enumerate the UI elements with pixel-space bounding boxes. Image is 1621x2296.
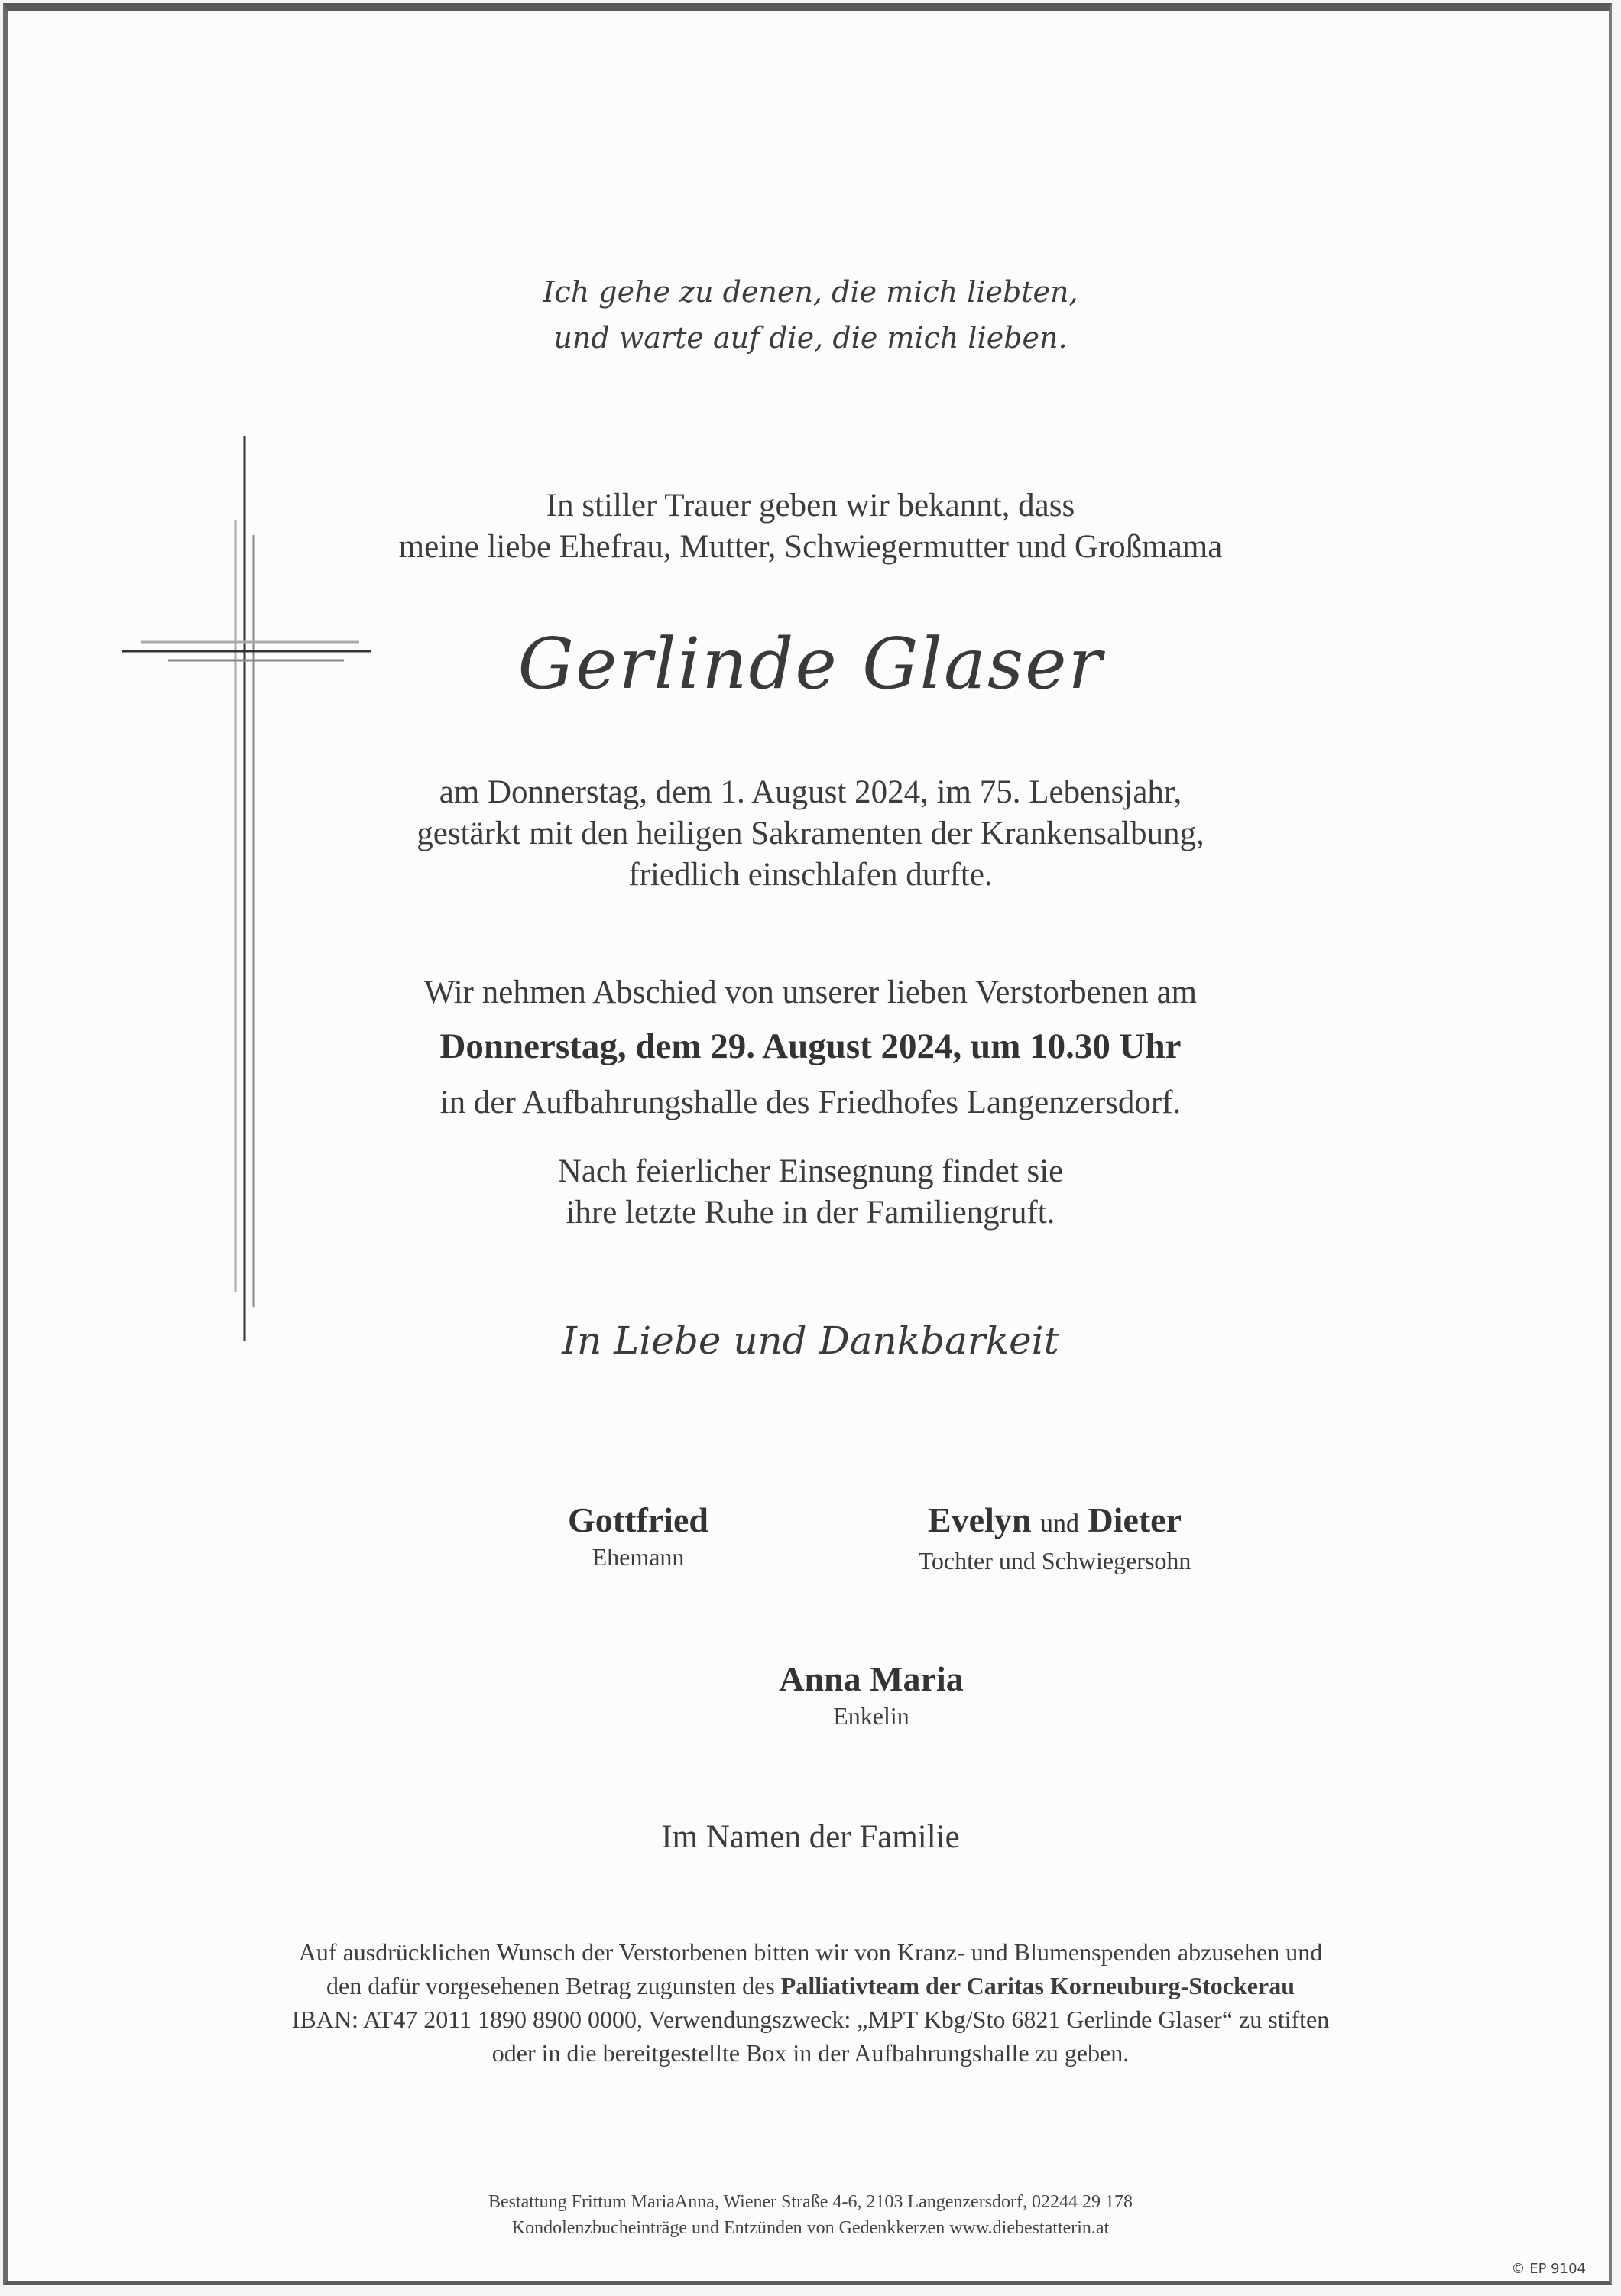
grandchild-name: Anna Maria (779, 1659, 964, 1698)
deceased-name: Gerlinde Glaser (517, 623, 1104, 705)
donation-line-3: IBAN: AT47 2011 1890 8900 0000, Verwendungszweck: „MPT Kbg/Sto 6821 Gerlinde Glaser“ zu stiften (291, 2006, 1330, 2033)
motto (0, 269, 1621, 361)
death-line-2: gestärkt mit den heiligen Sakramenten der Krankensalbung, (417, 816, 1204, 851)
footer-line-2: Kondolenzbucheinträge und Entzünden von Gedenkkerzen www.diebestatterin.at (511, 2218, 1110, 2238)
burial (0, 1151, 1621, 1234)
motto-line-2: und warte auf die, die mich lieben. (553, 321, 1068, 355)
burial-line-2: ihre letzte Ruhe in der Familiengruft. (566, 1195, 1055, 1231)
farewell-date: Donnerstag, dem 29. August 2024, um 10.30 Uhr (439, 1026, 1182, 1066)
grandchild-role: Enkelin (833, 1702, 909, 1730)
footer (0, 2189, 1621, 2241)
daughter-names (841, 1500, 1269, 1545)
death-line-1: am Donnerstag, dem 1. August 2024, im 75. Lebensjahr, (439, 774, 1182, 810)
daughter-role: Tochter und Schwiegersohn (918, 1547, 1191, 1574)
family-husband (485, 1500, 791, 1573)
donation-line-4: oder in die bereitgestellte Box in der Aufbahrungshalle zu geben. (491, 2039, 1130, 2067)
print-code: © EP 9104 (1511, 2261, 1586, 2277)
donation-note (0, 1935, 1621, 2070)
announcement-line-1: In stiller Trauer geben wir bekannt, dass (546, 488, 1075, 524)
burial-line-1: Nach feierlicher Einsegnung findet sie (557, 1153, 1064, 1189)
announcement-line-2: meine liebe Ehefrau, Mutter, Schwiegermutter und Großmama (398, 529, 1223, 565)
donation-line-2-text: den dafür vorgesehenen Betrag zugunsten des (326, 1972, 781, 1999)
family-grandchild (657, 1659, 1085, 1732)
son-in-law-name: Dieter (1088, 1500, 1182, 1539)
footer-line-1: Bestattung Frittum MariaAnna, Wiener Straße 4-6, 2103 Langenzersdorf, 02244 29 178 (488, 2192, 1133, 2212)
signature: Im Namen der Familie (661, 1819, 960, 1855)
death-line-3: friedlich einschlafen durfte. (628, 857, 993, 893)
husband-name: Gottfried (568, 1500, 708, 1539)
daughter-and: und (1039, 1510, 1079, 1538)
farewell-place: in der Aufbahrungshalle des Friedhofes Langenzersdorf. (439, 1085, 1182, 1120)
donation-line-2 (0, 1969, 1621, 2003)
announcement (0, 485, 1621, 568)
daughter-name: Evelyn (927, 1500, 1032, 1539)
farewell-intro: Wir nehmen Abschied von unserer lieben Verstorbenen am (423, 975, 1198, 1010)
donation-line-1: Auf ausdrücklichen Wunsch der Verstorbenen bitten wir von Kranz- und Blumenspenden abzusehen und (298, 1938, 1323, 1966)
closing: In Liebe und Dankbarkeit (562, 1318, 1059, 1363)
donation-recipient: Palliativteam der Caritas Korneuburg-Stockerau (780, 1972, 1295, 1999)
husband-role: Ehemann (592, 1543, 685, 1571)
motto-line-1: Ich gehe zu denen, die mich liebten, (543, 275, 1078, 309)
death-notice (0, 772, 1621, 896)
family-daughter (841, 1500, 1269, 1577)
